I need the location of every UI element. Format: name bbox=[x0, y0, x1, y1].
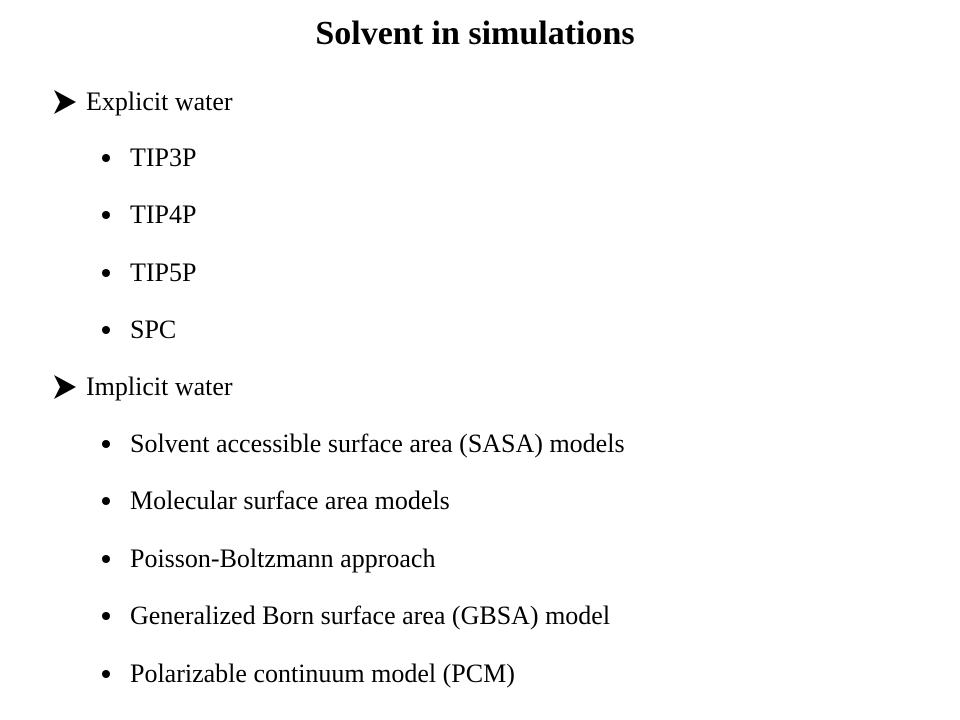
list-item-label: SPC bbox=[130, 315, 177, 344]
bullet-dot-icon bbox=[102, 440, 110, 448]
list-item-label: Solvent accessible surface area (SASA) models bbox=[130, 429, 625, 458]
list-item-label: Poisson-Boltzmann approach bbox=[130, 544, 436, 573]
list-item-label: TIP3P bbox=[130, 143, 197, 172]
list-item-label: Molecular surface area models bbox=[130, 486, 450, 515]
list-item-label: TIP5P bbox=[130, 258, 197, 287]
list-item-label: TIP4P bbox=[130, 200, 197, 229]
bullet-dot-icon bbox=[102, 326, 110, 334]
list-item-label: Generalized Born surface area (GBSA) model bbox=[130, 601, 611, 630]
arrow-bullet-icon bbox=[54, 375, 76, 399]
bullet-dot-icon bbox=[102, 211, 110, 219]
section-label: Explicit water bbox=[86, 87, 233, 116]
bullet-dot-icon bbox=[102, 612, 110, 620]
bullet-dot-icon bbox=[102, 154, 110, 162]
bullet-dot-icon bbox=[102, 497, 110, 505]
slide-title: Solvent in simulations bbox=[315, 15, 635, 52]
arrow-bullet-icon bbox=[54, 90, 76, 114]
section-label: Implicit water bbox=[86, 372, 233, 401]
bullet-dot-icon bbox=[102, 555, 110, 563]
bullet-dot-icon bbox=[102, 670, 110, 678]
list-item-label: Polarizable continuum model (PCM) bbox=[130, 659, 515, 688]
bullet-dot-icon bbox=[102, 269, 110, 277]
